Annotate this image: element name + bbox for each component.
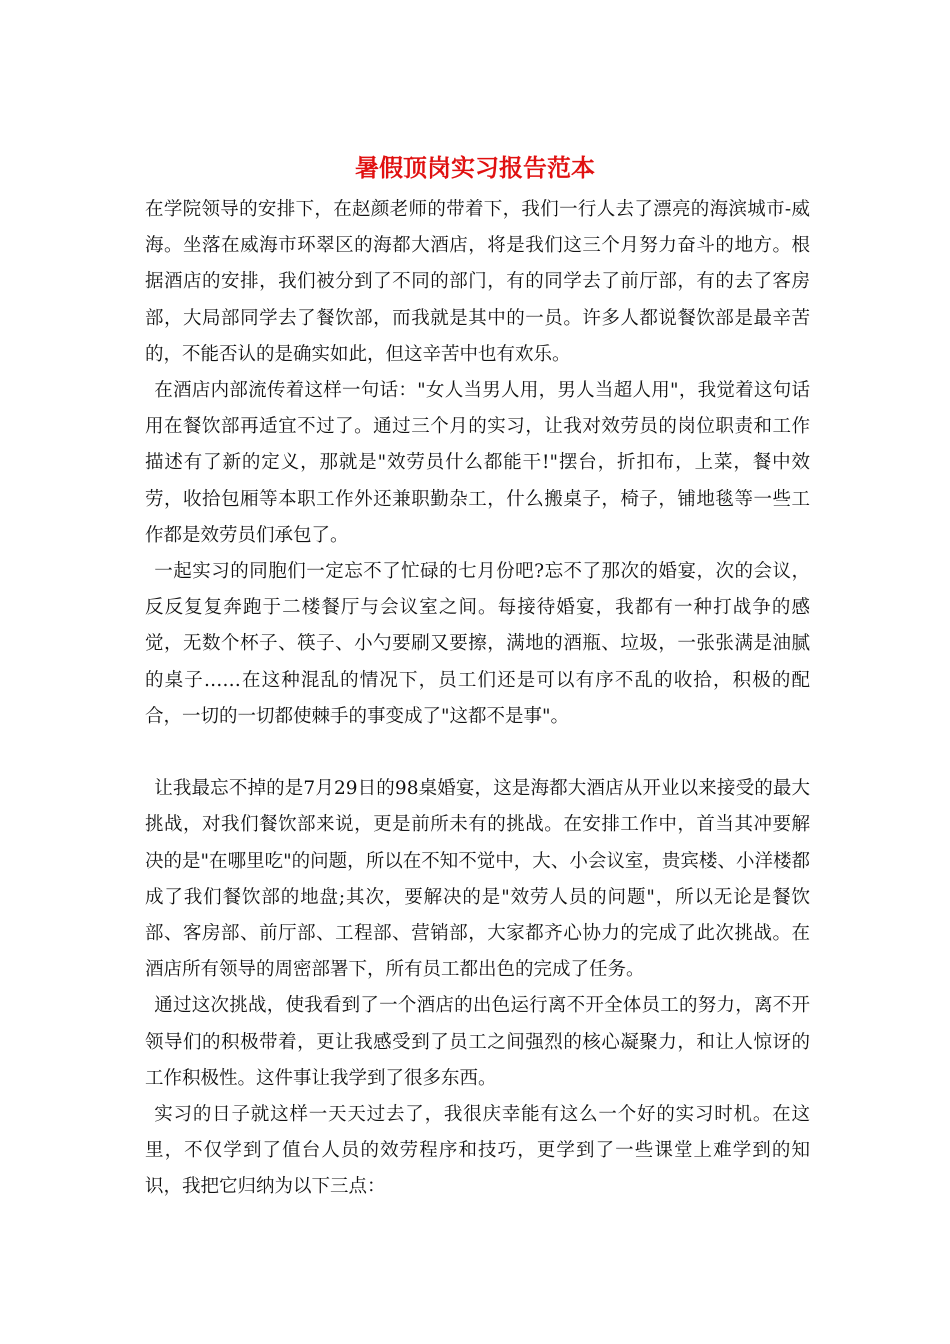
document-title: 暑假顶岗实习报告范本 [355,153,595,182]
document-body [145,192,810,1206]
paragraph-summary: 实习的日子就这样一天天过去了，我很庆幸能有这么一个好的实习时机。在这里，不仅学到了值台人员的效劳程序和技巧，更学到了一些课堂上难学到的知识，我把它归纳为以下三点： [145,1104,810,1198]
blank-line [145,735,810,771]
paragraph-challenge: 通过这次挑战，使我看到了一个酒店的出色运行离不开全体员工的努力，离不开领导们的积极带着，更让我感受到了员工之间强烈的核心凝聚力，和让人惊讶的工作积极性。这件事让我学到了很多东西。 [145,995,810,1089]
paragraph-wedding: 让我最忘不掉的是7月29日的98桌婚宴，这是海都大酒店从开业以来接受的最大挑战，对我们餐饮部来说，更是前所未有的挑战。在安排工作中，首当其冲要解决的是"在哪里吃"的问题，所以在不知不觉中，大、小会议室，贵宾楼、小洋楼都成了我们餐饮部的地盘;其次，要解决的是"效劳人员的问题"，所以无论是餐饮部、客房部、前厅部、工程部、营销部，大家都齐心协力的完成了此次挑战。在酒店所有领导的周密部署下，所有员工都出色的完成了任务。 [145,778,810,981]
paragraph-saying: 在酒店内部流传着这样一句话："女人当男人用，男人当超人用"，我觉着这句话用在餐饮部再适宜不过了。通过三个月的实习，让我对效劳员的岗位职责和工作描述有了新的定义，那就是"效劳员什么都能干!"摆台，折扣布，上菜，餐中效劳，收拾包厢等本职工作外还兼职勤杂工，什么搬桌子，椅子，铺地毯等一些工作都是效劳员们承包了。 [145,380,810,546]
paragraph-arrival: 在学院领导的安排下，在赵颜老师的带着下，我们一行人去了漂亮的海滨城市-威海。坐落在威海市环翠区的海都大酒店，将是我们这三个月努力奋斗的地方。根据酒店的安排，我们被分到了不同的部门，有的同学去了前厅部，有的去了客房部，大局部同学去了餐饮部，而我就是其中的一员。许多人都说餐饮部是最辛苦的，不能否认的是确实如此，但这辛苦中也有欢乐。 [145,199,810,365]
paragraph-july: 一起实习的同胞们一定忘不了忙碌的七月份吧?忘不了那次的婚宴，次的会议，反反复复奔跑于二楼餐厅与会议室之间。每接待婚宴，我都有一种打战争的感觉，无数个杯子、筷子、小勺要刷又要擦，满地的酒瓶、垃圾，一张张满是油腻的桌子……在这种混乱的情况下，员工们还是可以有序不乱的收拾，积极的配合，一切的一切都使棘手的事变成了"这都不是事"。 [145,561,810,727]
